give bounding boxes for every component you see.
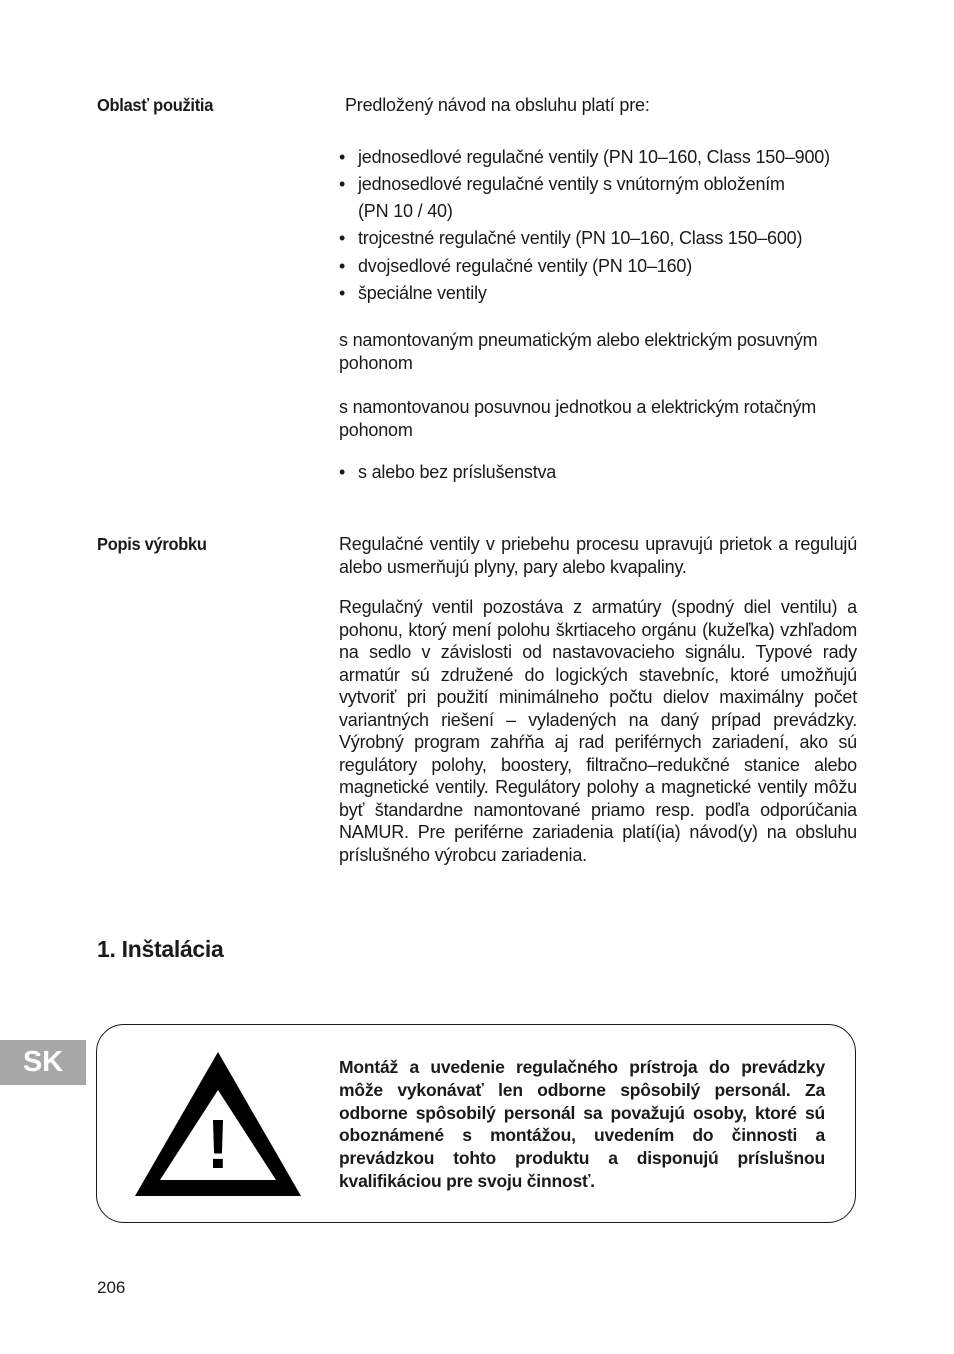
warning-triangle-icon bbox=[133, 1050, 303, 1198]
list-item: • dvojsedlové regulačné ventily (PN 10–160) bbox=[339, 253, 857, 280]
list-item: • jednosedlové regulačné ventily s vnútorným obložením bbox=[339, 171, 857, 198]
scope-list bbox=[339, 144, 857, 308]
warning-exclamation: ! bbox=[206, 1105, 230, 1183]
scope-paragraph-1: s namontovaným pneumatickým alebo elektrickým posuvným pohonom bbox=[339, 330, 818, 373]
warning-text: Montáž a uvedenie regulačného prístroja do prevádzky môže vykonávať len odborne spôsobilý personál. Za odborne spôsobilý personál sa považujú osoby, ktoré sú oboznámené s montážou, uvedením do činnosti a prevádzkou tohto produktu a disponujú príslušnou kvalifikáciou pre svoju činnosť. bbox=[339, 1057, 825, 1191]
scope-content bbox=[339, 94, 857, 487]
description-paragraph-2: Regulačný ventil pozostáva z armatúry (spodný diel ventilu) a pohonu, ktorý mení polohu škrtiaceho orgánu (kužeľka) vzhľadom na sedlo v závislosti od nastavovacieho signálu. Typové rady armatúr sú združené do logických stavebníc, ktoré umožňujú vytvoriť pri použití minimálneho počtu dielov maximálny počet variantných riešení – vyladených na daný prípad prevádzky. Výrobný program zahŕňa aj rad periférnych zariadení, ako sú regulátory polohy, boostery, filtračno–redukčné stanice alebo magnetické ventily. Regulátory polohy a magnetické ventily môžu byť štandardne namontované priamo resp. podľa odporúčania NAMUR. Pre periférne zariadenia platí(ia) návod(y) na obsluhu príslušného výrobcu zariadenia. bbox=[339, 597, 857, 865]
scope-paragraph-2: s namontovanou posuvnou jednotkou a elektrickým rotačným pohonom bbox=[339, 397, 817, 440]
description-paragraph-1: Regulačné ventily v priebehu procesu upravujú prietok a regulujú alebo usmerňujú plyny, pary alebo kvapaliny. bbox=[339, 534, 857, 577]
list-item: • trojcestné regulačné ventily (PN 10–160, Class 150–600) bbox=[339, 225, 857, 252]
page-number: 206 bbox=[97, 1278, 126, 1297]
list-item-continuation: (PN 10 / 40) bbox=[358, 201, 453, 222]
scope-accessory-list bbox=[339, 459, 857, 486]
scope-label: Oblasť použitia bbox=[97, 95, 214, 115]
list-item: • s alebo bez príslušenstva bbox=[339, 459, 857, 486]
list-item: • špeciálne ventily bbox=[339, 280, 857, 307]
language-tab: SK bbox=[0, 1040, 86, 1085]
list-item: • jednosedlové regulačné ventily (PN 10–160, Class 150–900) bbox=[339, 144, 857, 171]
section-heading: 1. Inštalácia bbox=[97, 936, 224, 962]
scope-intro: Predložený návod na obsluhu platí pre: bbox=[345, 95, 650, 115]
description-content bbox=[339, 533, 857, 866]
description-label: Popis výrobku bbox=[97, 534, 207, 554]
